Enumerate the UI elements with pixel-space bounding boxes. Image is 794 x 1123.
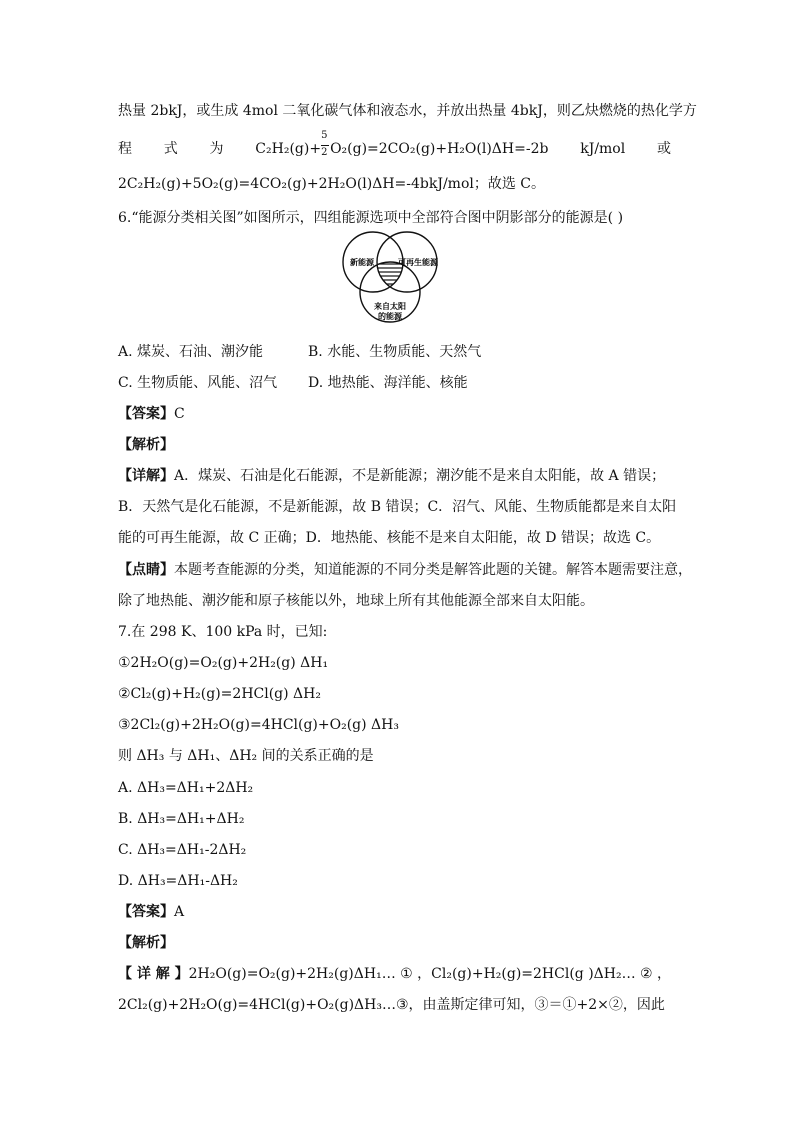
fraction: $\frac{5}{2}$ [321, 130, 328, 158]
tip-line: 【点睛】本题考查能源的分类，知道能源的不同分类是解答此题的关键。解答本题需要注意， [118, 562, 692, 578]
thermo-equation: C₂H₂(g)+ $\frac{5}{2}$ O₂(g)=2CO₂(g)+H₂O(l)ΔH=-2b [255, 130, 549, 158]
detail-line: 能的可再生能源，故 C 正确；D．地热能、核能不是来自太阳能，故 D 错误；故选 C。 [118, 530, 661, 546]
equation-2: ②Cl₂(g)+H₂(g)=2HCl(g) ΔH₂ [118, 686, 321, 702]
question-6-stem: 6.“能源分类相关图”如图所示，四组能源选项中全部符合图中阴影部分的能源是( ) [118, 210, 624, 226]
option-d: D. 地热能、海洋能、核能 [308, 375, 468, 391]
equation-3: ③2Cl₂(g)+2H₂O(g)=4HCl(g)+O₂(g) ΔH₃ [118, 717, 399, 733]
equation-line [118, 130, 671, 159]
option-d: D. ΔH₃=ΔH₁-ΔH₂ [118, 873, 238, 889]
venn-label-renewable: 可再生能源 [398, 258, 438, 267]
answer-line: 【答案】C [118, 406, 185, 422]
option-a: A. ΔH₃=ΔH₁+2ΔH₂ [118, 780, 254, 796]
answer-line: 【答案】A [118, 904, 185, 920]
detail-line: 【 详 解 】 2H₂O(g)=O₂(g)+2H₂(g)ΔH₁ … ① ， Cl₂(g)+H₂(g)=2HCl(g )ΔH₂… ② ， [118, 966, 672, 982]
word-shi: 式 [163, 141, 178, 157]
venn-label-solar-2: 的能源 [378, 312, 402, 321]
option-c: C. 生物质能、风能、沼气 [118, 375, 278, 391]
detail-line: 【详解】A．煤炭、石油是化石能源，不是新能源；潮汐能不是来自太阳能，故 A 错误； [118, 468, 666, 484]
analysis-label: 【解析】 [118, 935, 174, 951]
word-cheng: 程 [118, 141, 132, 157]
equation-1: ①2H₂O(g)=O₂(g)+2H₂(g) ΔH₁ [118, 655, 329, 671]
options-row [118, 342, 481, 362]
option-b: B. 水能、生物质能、天然气 [308, 344, 482, 360]
text-line: 热量 2bkJ，或生成 4mol 二氧化碳气体和液态水，并放出热量 4bkJ，则乙炔燃烧的热化学方 [118, 103, 697, 119]
text-line: 2C₂H₂(g)+5O₂(g)=4CO₂(g)+2H₂O(l)ΔH=-4bkJ/mol；故选 C。 [118, 176, 546, 192]
word-wei: 为 [209, 141, 224, 157]
detail-line: B．天然气是化石能源，不是新能源，故 B 错误；C．沼气、风能、生物质能都是来自太阳 [118, 499, 677, 515]
options-row [118, 373, 468, 393]
question-7-ask: 则 ΔH₃ 与 ΔH₁、ΔH₂ 间的关系正确的是 [118, 748, 374, 764]
detail-line: 2Cl₂(g)+2H₂O(g)=4HCl(g)+O₂(g)ΔH₃…③，由盖斯定律可知，③＝①+2×②，因此 [118, 997, 665, 1013]
tip-line: 除了地热能、潮汐能和原子核能以外，地球上所有其他能源全部来自太阳能。 [118, 593, 594, 609]
question-7-stem: 7.在 298 K、100 kPa 时，已知: [118, 624, 328, 640]
option-a: A. 煤炭、石油、潮汐能 [118, 344, 264, 360]
venn-label-new: 新能源 [350, 258, 374, 267]
option-b: B. ΔH₃=ΔH₁+ΔH₂ [118, 811, 245, 827]
word-or: 或 [656, 141, 671, 157]
analysis-label: 【解析】 [118, 437, 174, 453]
venn-label-solar-1: 来自太阳 [374, 302, 406, 311]
unit-label: kJ/mol [580, 141, 626, 157]
option-c: C. ΔH₃=ΔH₁-2ΔH₂ [118, 842, 247, 858]
venn-diagram [335, 230, 445, 328]
